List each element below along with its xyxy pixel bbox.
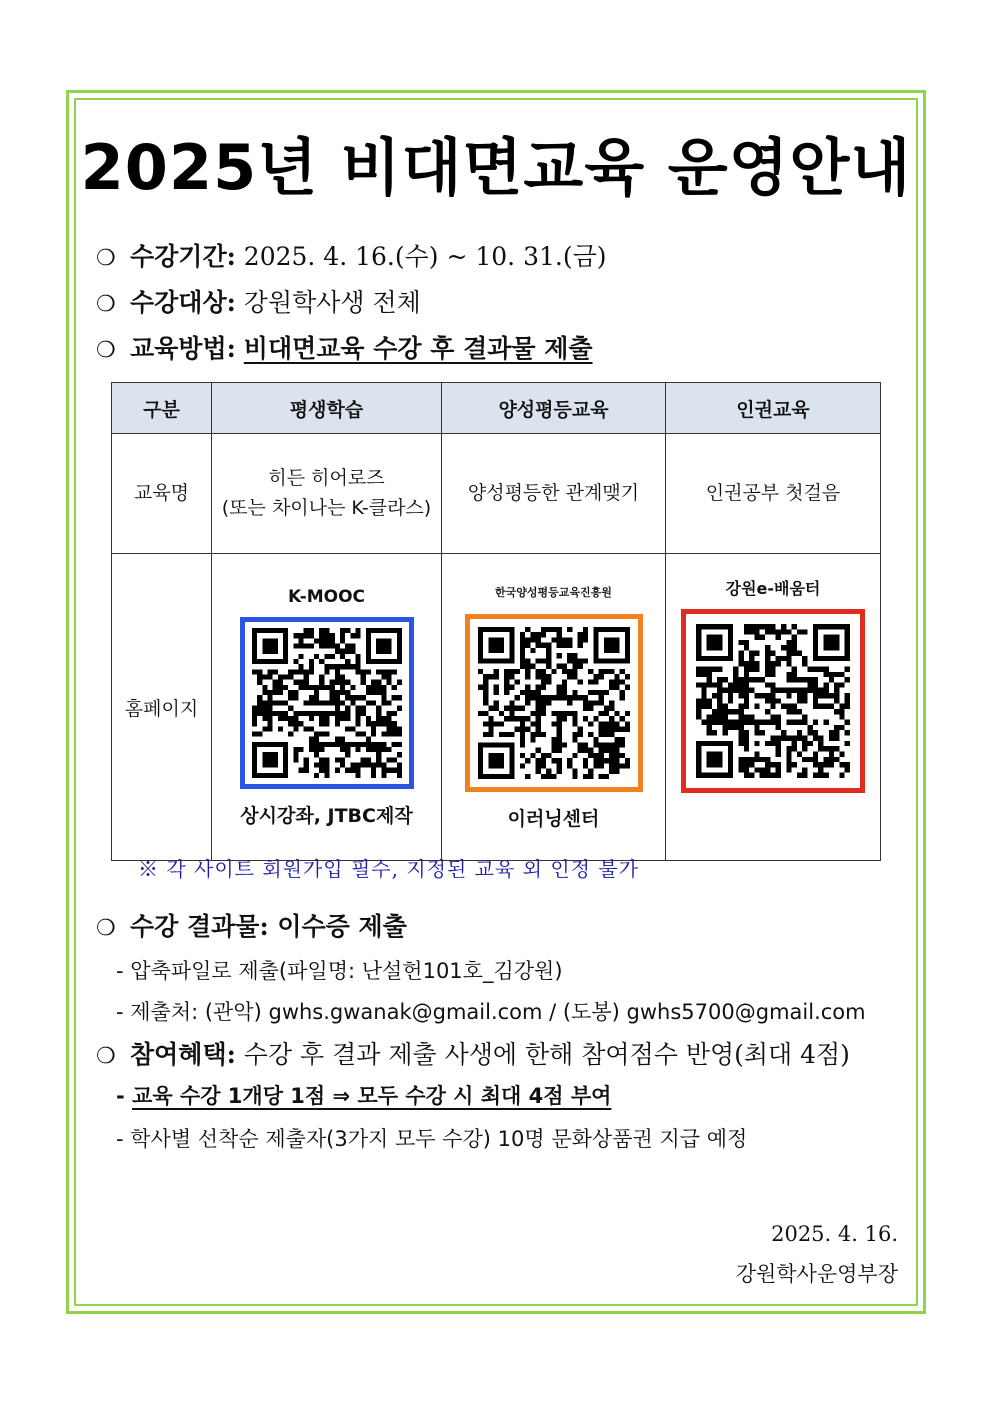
course-lifelong-alt: (또는 차이나는 K-클라스) <box>221 496 432 519</box>
result-item-file: - 압축파일로 제출(파일명: 난설헌101호_김강원) <box>116 959 563 983</box>
course-gender: 양성평등한 관계맺기 <box>442 434 666 554</box>
header-category: 구분 <box>112 383 212 434</box>
elearning-caption: 이러닝센터 <box>507 807 600 830</box>
qr-pattern <box>696 624 850 778</box>
kmooc-qr-code[interactable] <box>240 617 414 789</box>
benefit-item-score <box>116 1080 611 1110</box>
method-line <box>96 329 593 365</box>
homepage-gender <box>442 554 666 861</box>
period-value: 2025. 4. 16.(수) ~ 10. 31.(금) <box>235 242 607 271</box>
target-value: 강원학사생 전체 <box>235 288 421 317</box>
benefit-label: 참여혜택: <box>130 1040 236 1069</box>
period-line <box>96 237 606 273</box>
qr-pattern <box>251 628 403 778</box>
issue-date: 2025. 4. 16. <box>771 1222 898 1246</box>
target-label: 수강대상: <box>130 288 236 317</box>
table-header-row <box>112 383 881 434</box>
page-title: 2025년 비대면교육 운영안내 <box>80 131 912 204</box>
row-label-course: 교육명 <box>112 434 212 554</box>
signature: 강원학사운영부장 <box>735 1262 898 1286</box>
circle-bullet-icon: ❍ <box>96 338 116 363</box>
homepage-lifelong <box>212 554 442 861</box>
kmooc-caption: 상시강좌, JTBC제작 <box>240 804 413 827</box>
kmooc-label: K-MOOC <box>287 586 366 607</box>
period-label: 수강기간: <box>130 242 236 271</box>
header-rights: 인권교육 <box>666 383 881 434</box>
result-item-email: - 제출처: (관악) gwhs.gwanak@gmail.com / (도봉) gwhs5700@gmail.com <box>116 1000 866 1024</box>
benefit-score-text: 교육 수강 1개당 1점 ⇒ 모두 수강 시 최대 4점 부여 <box>132 1084 612 1108</box>
gender-qr-code[interactable] <box>465 614 643 792</box>
target-line <box>96 283 421 319</box>
benefit-value: 수강 후 결과 제출 사생에 한해 참여점수 반영(최대 4점) <box>235 1040 850 1069</box>
gangwon-ebaeum-label: 강원e-배움터 <box>725 579 821 598</box>
circle-bullet-icon: ❍ <box>96 292 116 317</box>
qr-pattern <box>478 627 630 779</box>
circle-bullet-icon: ❍ <box>96 1044 116 1069</box>
circle-bullet-icon: ❍ <box>96 246 116 271</box>
header-lifelong: 평생학습 <box>212 383 442 434</box>
benefit-line <box>96 1035 850 1071</box>
table-row-course <box>112 434 881 554</box>
row-label-homepage: 홈페이지 <box>112 554 212 861</box>
benefit-dash: - <box>116 1084 133 1108</box>
notice-text: ※ 각 사이트 회원가입 필수, 지정된 교육 외 인정 불가 <box>138 857 639 881</box>
result-line <box>96 907 407 943</box>
kigepe-label: 한국양성평등교육진흥원 <box>495 585 612 599</box>
course-rights: 인권공부 첫걸음 <box>666 434 881 554</box>
circle-bullet-icon: ❍ <box>96 916 116 941</box>
course-lifelong <box>212 434 442 554</box>
result-label: 수강 결과물: 이수증 제출 <box>130 912 407 941</box>
benefit-item-gift: - 학사별 선착순 제출자(3가지 모두 수강) 10명 문화상품권 지급 예정 <box>116 1127 748 1151</box>
method-value: 비대면교육 수강 후 결과물 제출 <box>243 334 593 363</box>
method-label: 교육방법: <box>130 334 236 363</box>
course-lifelong-title: 히든 히어로즈 <box>268 467 385 490</box>
rights-qr-code[interactable] <box>681 609 865 793</box>
header-gender: 양성평등교육 <box>442 383 666 434</box>
table-row-homepage <box>112 554 881 861</box>
homepage-rights <box>666 554 881 861</box>
course-table <box>111 382 881 861</box>
